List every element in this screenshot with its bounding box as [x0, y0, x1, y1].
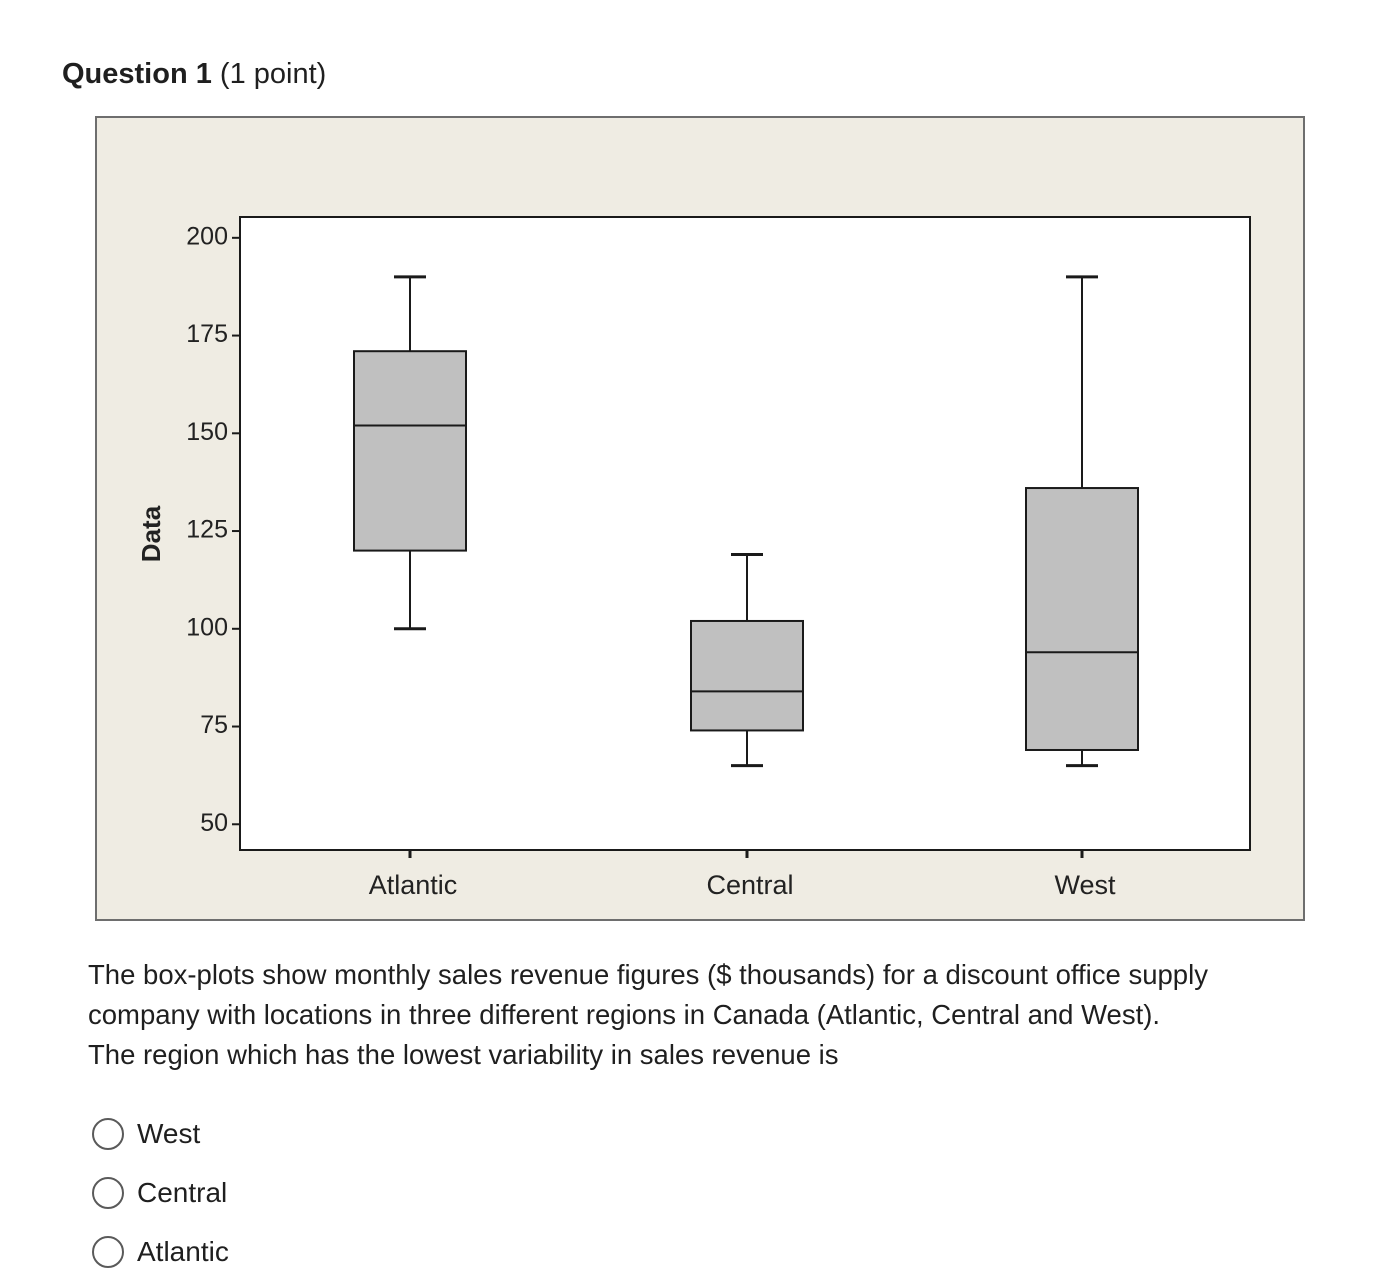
x-axis	[369, 850, 1116, 900]
iqr-box-atlantic	[354, 351, 466, 550]
x-category-label-west: West	[1054, 870, 1116, 900]
y-tick-label-175: 175	[186, 320, 228, 349]
y-tick-label-150: 150	[186, 417, 228, 446]
y-tick-label-75: 75	[200, 711, 228, 740]
option-atlantic[interactable]	[92, 1232, 229, 1272]
option-west[interactable]	[92, 1114, 200, 1154]
question-title: Question 1	[62, 58, 212, 90]
y-axis	[186, 222, 240, 836]
x-category-label-central: Central	[706, 870, 794, 900]
question-header	[62, 56, 326, 92]
x-category-label-atlantic: Atlantic	[368, 870, 458, 900]
option-label-west: West	[137, 1118, 201, 1149]
iqr-box-central	[691, 621, 803, 730]
option-central[interactable]	[92, 1173, 227, 1213]
option-label-atlantic: Atlantic	[137, 1236, 229, 1267]
question-text: The box-plots show monthly sales revenue figures ($ thousands) for a discount office supply company with locations in three different regions in Canada (Atlantic, Central and West). The region which has the lowest variability in sales revenue is	[88, 959, 1208, 1070]
box-plot-chart	[97, 118, 1303, 919]
iqr-box-west	[1026, 488, 1138, 750]
radio-button-central[interactable]	[92, 1177, 124, 1209]
radio-button-west[interactable]	[92, 1118, 124, 1150]
y-tick-label-100: 100	[186, 613, 228, 642]
option-label-central: Central	[137, 1177, 228, 1208]
question-points: (1 point)	[219, 58, 327, 90]
y-tick-label-200: 200	[186, 222, 228, 251]
chart-frame	[95, 116, 1305, 921]
y-tick-label-50: 50	[200, 808, 228, 837]
y-tick-label-125: 125	[186, 515, 228, 544]
y-axis-title: Data	[135, 505, 166, 563]
radio-button-atlantic[interactable]	[92, 1236, 124, 1268]
